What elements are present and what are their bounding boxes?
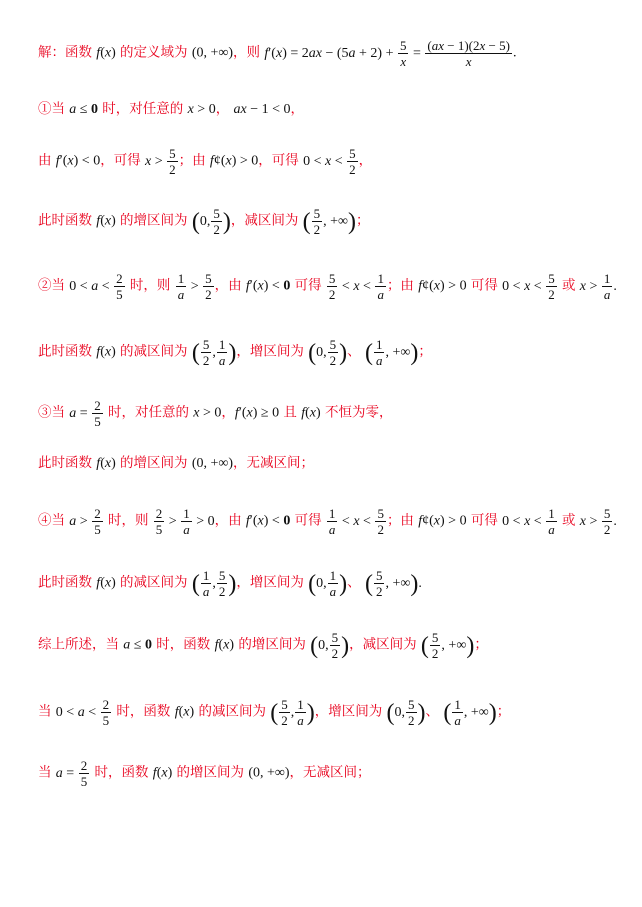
case-4-intervals: 此时函数 f(x) 的减区间为 ( $\frac{1}{a}$ , $\frac{5}{2}$ )，增区间为 (0, $\frac{1}{a}$ )、 ( $\frac{5}{2}$ , +∞). — [38, 568, 422, 599]
case-3-intervals: 此时函数 f(x) 的增区间为 (0, +∞)，无减区间； — [38, 455, 315, 471]
case-1-derivative: 由 f′(x) < 0，可得 x > $\frac{5}{2}$ ；由 f¢(x) > 0，可得 0 < x < $\frac{5}{2}$ ， — [38, 146, 373, 177]
solution-intro: 解：函数 f(x) 的定义域为 (0, +∞)，则 f′(x) = 2ax − (5a + 2) + $\frac{5}{x}$ = $\frac{(ax - 1)(2x - 5)}{x}$ . — [38, 38, 517, 69]
case-1: ①当 a ≤ 0 时，对任意的 x > 0， ax − 1 < 0， — [38, 101, 305, 117]
case-2: ②当 0 < a < $\frac{2}{5}$ 时，则 $\frac{1}{a}$ > $\frac{5}{2}$ ，由 f′(x) < 0 可得 $\frac{5}{2}$ < x < $\frac{1}{a}$ ；由 f¢(x) > 0 可得 0 < x < $\frac{5}{2}$ 或 x > $\frac{1}{a}$ . — [38, 271, 617, 302]
case-3: ③当 a = $\frac{2}{5}$ 时，对任意的 x > 0，f′(x) ≥ 0 且 f(x) 不恒为零， — [38, 398, 393, 429]
summary-3: 当 a = $\frac{2}{5}$ 时，函数 f(x) 的增区间为 (0, +∞)，无减区间； — [38, 758, 371, 789]
case-4: ④当 a > $\frac{2}{5}$ 时，则 $\frac{2}{5}$ > $\frac{1}{a}$ > 0，由 f′(x) < 0 可得 $\frac{1}{a}$ < x < $\frac{5}{2}$ ；由 f¢(x) > 0 可得 0 < x < $\frac{1}{a}$ 或 x > $\frac{5}{2}$ . — [38, 506, 617, 537]
summary-1: 综上所述，当 a ≤ 0 时，函数 f(x) 的增区间为 (0, $\frac{5}{2}$ )，减区间为 ( $\frac{5}{2}$ , +∞)； — [38, 630, 488, 661]
summary-2: 当 0 < a < $\frac{2}{5}$ 时，函数 f(x) 的减区间为 ( $\frac{5}{2}$ , $\frac{1}{a}$ )，增区间为 (0, $\frac{5}{2}$ )、 ( $\frac{1}{a}$ , +∞)； — [38, 697, 511, 728]
case-1-intervals: 此时函数 f(x) 的增区间为 (0, $\frac{5}{2}$ )，减区间为 ( $\frac{5}{2}$ , +∞)； — [38, 206, 370, 237]
case-2-intervals: 此时函数 f(x) 的减区间为 ( $\frac{5}{2}$ , $\frac{1}{a}$ )，增区间为 (0, $\frac{5}{2}$ )、 ( $\frac{1}{a}$ , +∞)； — [38, 337, 432, 368]
